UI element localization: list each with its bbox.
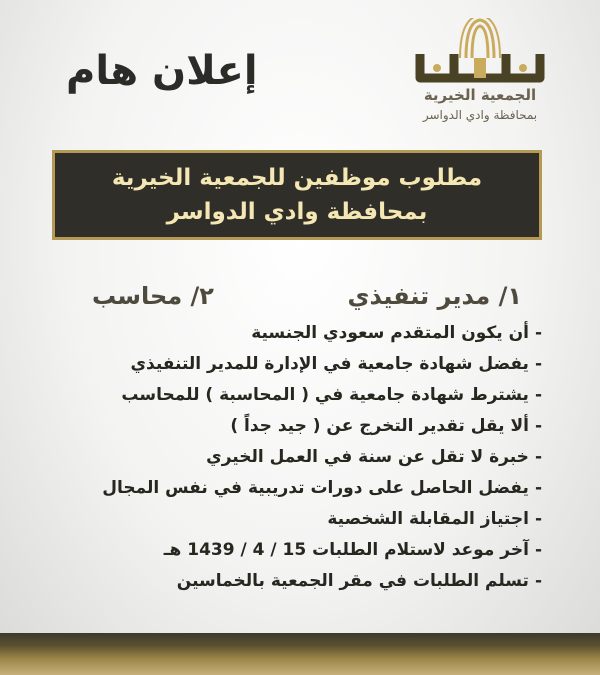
requirement-item: -يفضل شهادة جامعية في الإدارة للمدير التنفيذي bbox=[130, 354, 542, 374]
position-2: ٢/ محاسب bbox=[92, 282, 214, 310]
banner-line-2: بمحافظة وادي الدواسر bbox=[166, 199, 428, 225]
requirement-item: -أن يكون المتقدم سعودي الجنسية bbox=[251, 323, 542, 343]
requirement-item: -يشترط شهادة جامعية في ( المحاسبة ) للمحاسب bbox=[121, 385, 542, 405]
requirement-item: -خبرة لا تقل عن سنة في العمل الخيري bbox=[206, 447, 542, 467]
job-banner bbox=[52, 150, 542, 240]
organization-logo bbox=[396, 18, 564, 133]
positions-row bbox=[92, 282, 522, 310]
requirement-item: -تسلم الطلبات في مقر الجمعية بالخماسين bbox=[176, 571, 542, 591]
footer-gold-band bbox=[0, 633, 600, 675]
requirement-item: -آخر موعد لاستلام الطلبات 15 / 4 / 1439 هـ bbox=[163, 540, 542, 560]
requirements-list bbox=[22, 318, 542, 597]
logo-org-name: الجمعية الخيرية bbox=[423, 86, 537, 104]
headline-text: إعلان هام bbox=[66, 48, 258, 94]
announcement-headline bbox=[66, 48, 366, 94]
logo-mark-icon bbox=[414, 18, 546, 84]
position-1: ١/ مدير تنفيذي bbox=[347, 282, 522, 310]
requirement-item: -ألا يقل تقدير التخرج عن ( جيد جداً ) bbox=[230, 416, 542, 436]
banner-line-1: مطلوب موظفين للجمعية الخيرية bbox=[111, 165, 483, 191]
requirement-item: -يفضل الحاصل على دورات تدريبية في نفس المجال bbox=[102, 478, 542, 498]
logo-org-subtitle: بمحافظة وادي الدواسر bbox=[422, 108, 538, 122]
requirement-item: -اجتياز المقابلة الشخصية bbox=[327, 509, 542, 529]
